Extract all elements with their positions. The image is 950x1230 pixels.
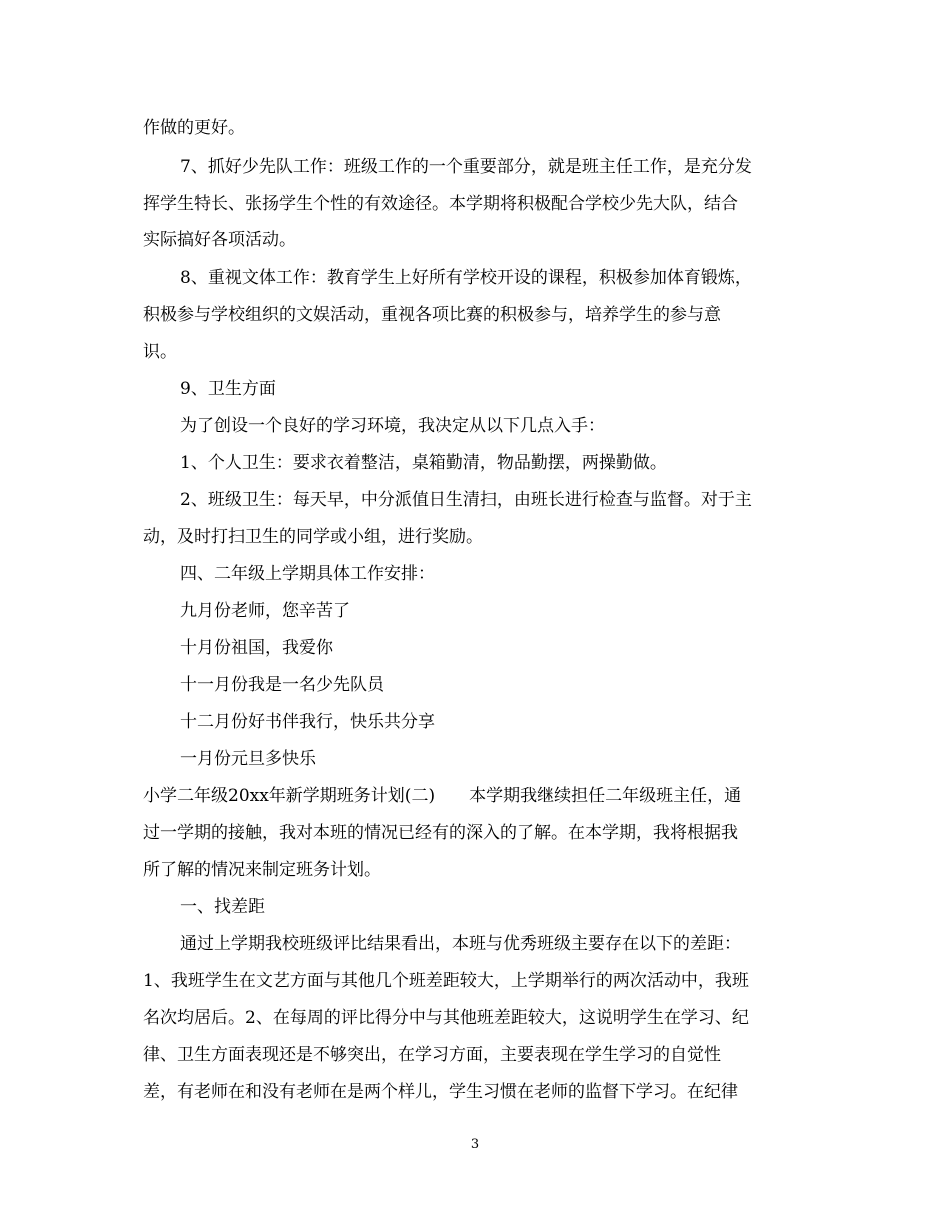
text-line: 名次均居后。2、在每周的评比得分中与其他班差距较大，这说明学生在学习、纪: [143, 1008, 749, 1028]
text-line: 9、卫生方面: [180, 379, 276, 399]
text-line: 过一学期的接触，我对本班的情况已经有的深入的了解。在本学期，我将根据我: [143, 823, 738, 843]
text-line: 差，有老师在和没有老师在是两个样儿，学生习惯在老师的监督下学习。在纪律: [143, 1082, 738, 1102]
text-line: 2、班级卫生：每天早，中分派值日生清扫，由班长进行检查与监督。对于主: [180, 490, 752, 510]
text-line: 十二月份好书伴我行，快乐共分享: [180, 712, 435, 732]
page-number: 3: [470, 1137, 480, 1152]
text-line: 8、重视文体工作：教育学生上好所有学校开设的课程，积极参加体育锻炼，: [180, 268, 752, 288]
text-line: 作做的更好。: [143, 118, 245, 138]
text-line: 挥学生特长、张扬学生个性的有效途径。本学期将积极配合学校少先大队，结合: [143, 194, 738, 214]
text-line: 十一月份我是一名少先队员: [180, 675, 384, 695]
text-line: 通过上学期我校班级评比结果看出，本班与优秀班级主要存在以下的差距：: [180, 934, 741, 954]
section-heading: 四、二年级上学期具体工作安排：: [180, 564, 435, 584]
text-line: 九月份老师，您辛苦了: [180, 601, 350, 621]
text-line: 一月份元旦多快乐: [180, 749, 316, 769]
text-line: 积极参与学校组织的文娱活动，重视各项比赛的积极参与，培养学生的参与意: [143, 305, 721, 325]
text-line: 所了解的情况来制定班务计划。: [143, 860, 381, 880]
text-line: 十月份祖国，我爱你: [180, 638, 333, 658]
text-line: 律、卫生方面表现还是不够突出，在学习方面，主要表现在学生学习的自觉性: [143, 1045, 721, 1065]
text-line: 动，及时打扫卫生的同学或小组，进行奖励。: [143, 527, 483, 547]
text-line: 为了创设一个良好的学习环境，我决定从以下几点入手：: [180, 416, 605, 436]
text-line: 识。: [143, 342, 177, 362]
text-line: 1、我班学生在文艺方面与其他几个班差距较大，上学期举行的两次活动中，我班: [143, 971, 749, 991]
text-line: 实际搞好各项活动。: [143, 230, 296, 250]
text-line: 小学二年级20xx年新学期班务计划(二) 本学期我继续担任二年级班主任，通: [143, 786, 742, 806]
text-line: 7、抓好少先队工作：班级工作的一个重要部分，就是班主任工作，是充分发: [180, 157, 752, 177]
text-line: 1、个人卫生：要求衣着整洁，桌箱勤清，物品勤摆，两操勤做。: [180, 453, 667, 473]
section-heading: 一、找差距: [180, 897, 265, 917]
